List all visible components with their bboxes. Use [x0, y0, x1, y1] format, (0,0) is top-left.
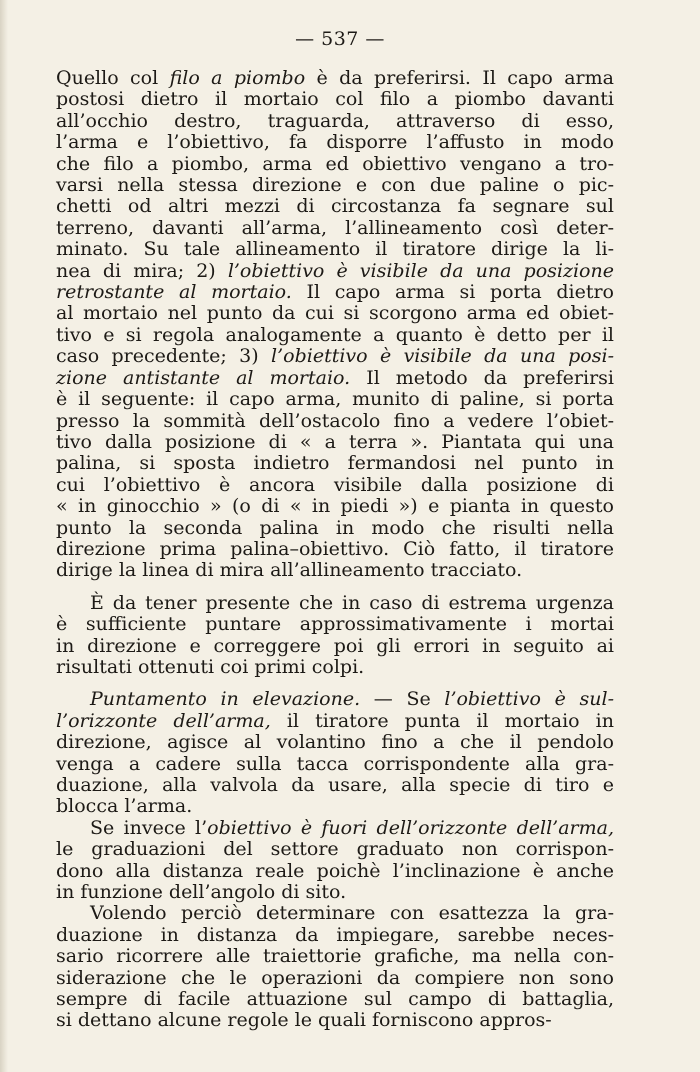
text-line: postosi dietro il mortaio col filo a piombo davanti	[56, 88, 614, 111]
text-line: in direzione e correggere poi gli errori in seguito ai	[56, 634, 614, 657]
text-line: « in ginocchio » (o di « in piedi ») e pianta in questo	[56, 495, 614, 518]
text-line: palina, si sposta indietro fermandosi nel punto in	[56, 452, 614, 475]
text-line: caso precedente; 3) l’obiettivo è visibile da una posi-	[56, 345, 614, 368]
text-line: nea di mira; 2) l’obiettivo è visibile da una posizione	[56, 259, 614, 282]
text-line: Puntamento in elevazione. — Se l’obiettivo è sul-	[90, 688, 614, 711]
text-line: risultati ottenuti coi primi colpi.	[56, 655, 365, 678]
text-line: che filo a piombo, arma ed obiettivo vengano a tro-	[56, 152, 614, 175]
text-line: si dettano alcune regole le quali forniscono appros-	[56, 1009, 552, 1032]
text-line: le graduazioni del settore graduato non corrispon-	[56, 838, 614, 861]
text-line: minato. Su tale allineamento il tiratore dirige la li-	[56, 238, 614, 261]
text-line: punto la seconda palina in modo che risulti nella	[56, 516, 614, 539]
text-line: Quello col filo a piombo è da preferirsi. Il capo arma	[56, 67, 614, 89]
text-line: venga a cadere sulla tacca corrispondente alla gra-	[56, 752, 614, 775]
text-line: al mortaio nel punto da cui si scorgono arma ed obiet-	[56, 302, 614, 325]
text-line: tivo e si regola analogamente a quanto è detto per il	[56, 323, 614, 346]
text-line: Volendo perciò determinare con esattezza la gra-	[90, 902, 614, 925]
text-line: cui l’obiettivo è ancora visibile dalla posizione di	[56, 473, 614, 496]
paragraph-2	[56, 593, 614, 679]
text-line: presso la sommità dell’ostacolo fino a vedere l’obiet-	[56, 409, 614, 432]
text-line: retrostante al mortaio. Il capo arma si porta dietro	[56, 281, 614, 304]
body-text	[56, 68, 614, 1032]
text-line: zione antistante al mortaio. Il metodo da preferirsi	[56, 366, 614, 389]
text-line: terreno, davanti all’arma, l’allineamento così deter-	[56, 216, 614, 239]
paragraph-3	[56, 689, 614, 817]
text-line: è sufficiente puntare approssimativamente i mortai	[56, 613, 614, 636]
text-line: blocca l’arma.	[56, 795, 193, 818]
paragraph-5	[56, 903, 614, 1031]
text-line: duazione in distanza da impiegare, sarebbe neces-	[56, 923, 614, 946]
text-line: è il seguente: il capo arma, munito di paline, si porta	[56, 388, 614, 411]
text-line: dono alla distanza reale poichè l’inclinazione è anche	[56, 859, 614, 882]
text-line: direzione prima palina–obiettivo. Ciò fatto, il tiratore	[56, 537, 614, 560]
text-line: l’arma e l’obiettivo, fa disporre l’affusto in modo	[56, 131, 614, 154]
text-line: l’orizzonte dell’arma, il tiratore punta il mortaio in	[56, 709, 614, 732]
paragraph-1	[56, 68, 614, 582]
text-line: siderazione che le operazioni da compiere non sono	[56, 966, 614, 989]
text-line: tivo dalla posizione di « a terra ». Piantata qui una	[56, 430, 614, 453]
text-line: duazione, alla valvola da usare, alla specie di tiro e	[56, 774, 614, 796]
text-line: dirige la linea di mira all’allineamento tracciato.	[56, 559, 523, 582]
paragraph-4	[56, 818, 614, 904]
text-line: È da tener presente che in caso di estrema urgenza	[90, 591, 614, 614]
page-number: — 537 —	[295, 28, 385, 50]
page-edge-shadow	[0, 0, 8, 1072]
text-line: sario ricorrere alle traiettorie grafiche, ma nella con-	[56, 945, 614, 968]
text-line: Se invece l’obiettivo è fuori dell’orizzonte dell’arma,	[90, 816, 614, 839]
text-line: sempre di facile attuazione sul campo di battaglia,	[56, 988, 614, 1011]
text-line: in funzione dell’angolo di sito.	[56, 881, 347, 904]
text-line: all’occhio destro, traguarda, attraverso di esso,	[56, 109, 614, 132]
text-line: chetti od altri mezzi di circostanza fa segnare sul	[56, 195, 614, 218]
text-line: direzione, agisce al volantino fino a che il pendolo	[56, 731, 614, 754]
text-line: varsi nella stessa direzione e con due paline o pic-	[56, 174, 614, 197]
